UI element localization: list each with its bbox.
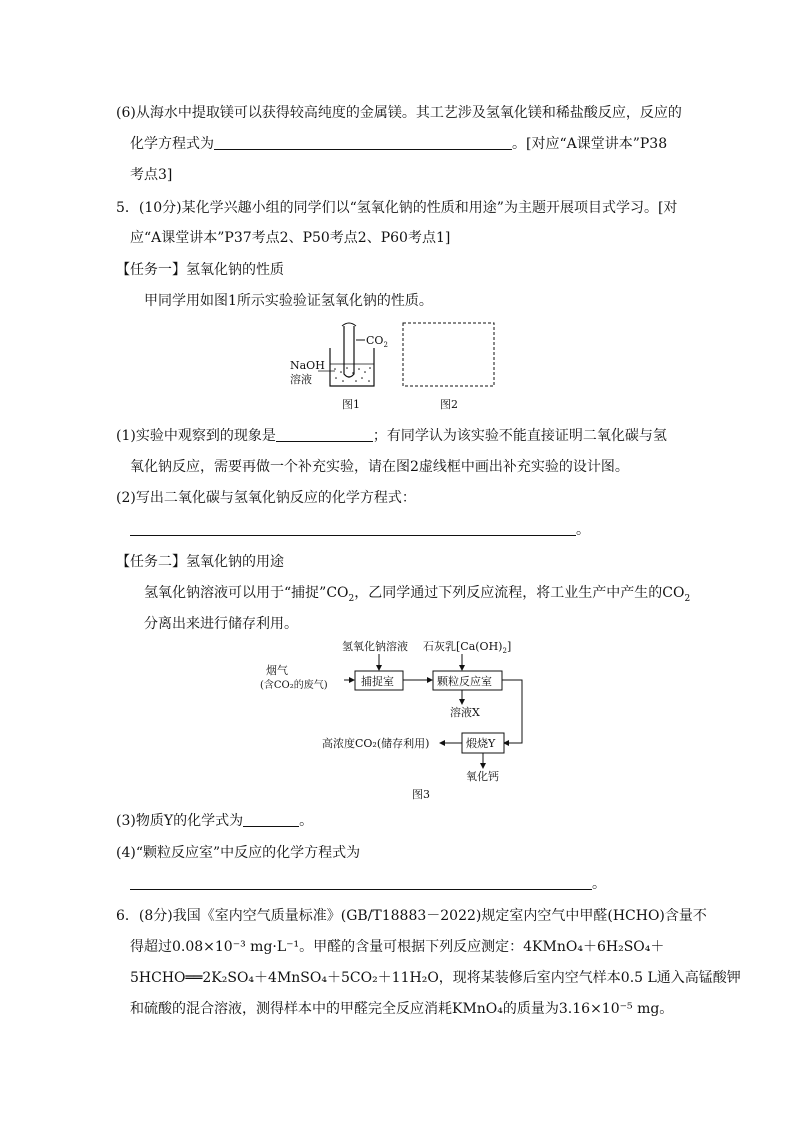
- reagent-naoh: 氢氧化钠溶液: [342, 640, 408, 653]
- task1-title: 【任务一】氢氧化钠的性质: [116, 262, 284, 278]
- figure-2-dashed-box[interactable]: [403, 323, 494, 386]
- q6b-line2: 得超过0.08×10⁻³ mg·L⁻¹。甲醛的含量可根据下列反应测定：4KMnO₄＋6H₂SO₄＋: [130, 939, 665, 955]
- q6-line3: 考点3]: [130, 167, 173, 183]
- task2-line1-b: ，乙同学通过下列反应流程，将工业生产中产生的CO: [354, 585, 685, 601]
- particle-reactor-label: 颗粒反应室: [437, 675, 492, 688]
- sub4-answer-line: [130, 875, 606, 893]
- solution-dots: [334, 367, 371, 382]
- figure-2-caption: 图2: [440, 398, 458, 411]
- sub3-suffix: 。: [299, 813, 314, 829]
- q6-line1: (6)从海水中提取镁可以获得较高纯度的金属镁。其工艺涉及氢氧化镁和稀盐酸反应，反应的: [116, 105, 682, 121]
- q6-line2-suffix: 。[对应“A课堂讲本”P38: [512, 136, 668, 152]
- calcium-oxide-label: 氧化钙: [466, 770, 499, 783]
- figure-1-2: [286, 320, 506, 412]
- flue-gas-note: (含CO₂的废气): [260, 680, 328, 691]
- figure-3-flow: [258, 636, 538, 800]
- answer-blank-sub3[interactable]: [243, 812, 299, 827]
- test-tube: [344, 326, 354, 377]
- test-tube-top: [342, 323, 356, 326]
- answer-blank-sub4[interactable]: [130, 875, 592, 890]
- sub1-line1: [116, 427, 667, 445]
- task2-line2: 分离出来进行储存利用。: [144, 616, 298, 632]
- figure-1-caption: 图1: [342, 398, 360, 411]
- task1-intro: 甲同学用如图1所示实验验证氢氧化钠的性质。: [144, 293, 433, 309]
- sub1-suffix: ；有同学认为该实验不能直接证明二氧化碳与氢: [372, 428, 667, 444]
- naoh-label: NaOH: [290, 359, 325, 372]
- reagent-lime: 石灰乳$[Ca(OH)_2]$: [423, 640, 512, 655]
- calcine-label: 煅烧Y: [466, 737, 496, 750]
- task2-line1-a: 氢氧化钠溶液可以用于“捕捉”CO: [144, 585, 349, 601]
- solution-x-label: 溶液X: [450, 706, 480, 719]
- sub4-line: (4)“颗粒反应室”中反应的化学方程式为: [116, 845, 361, 861]
- q6-line2: [130, 135, 667, 153]
- task2-line1-sub2: 2: [684, 593, 691, 604]
- high-co2-label: 高浓度CO₂(储存利用): [322, 737, 430, 750]
- sub1-line2: 氧化钠反应，需要再做一个补充实验，请在图2虚线框中画出补充实验的设计图。: [130, 459, 629, 475]
- sub3-line: [116, 812, 313, 830]
- answer-blank-sub2[interactable]: [130, 521, 576, 536]
- task2-line1: [144, 584, 690, 602]
- q6b-line1: 6．(8分)我国《室内空气质量标准》(GB/T18883－2022)规定室内空气中甲醛(HCHO)含量不: [116, 908, 707, 924]
- q6b-line3: 5HCHO══2K₂SO₄＋4MnSO₄＋5CO₂＋11H₂O，现将某装修后室内空气样本0.5 L通入高锰酸钾: [130, 970, 741, 986]
- sub4-end-mark: 。: [592, 876, 606, 892]
- task2-line1-sub: 2: [348, 593, 355, 604]
- sub1-prefix: (1)实验中观察到的现象是: [116, 428, 276, 444]
- q6b-line4: 和硫酸的混合溶液，测得样本中的甲醛完全反应消耗KMnO₄的质量为3.16×10⁻⁵ mg。: [130, 1001, 674, 1017]
- sub2-answer-line: [130, 521, 590, 539]
- q6-line2-prefix: 化学方程式为: [130, 136, 214, 152]
- sub2-line: (2)写出二氧化碳与氢氧化钠反应的化学方程式：: [116, 490, 416, 506]
- task2-title: 【任务二】氢氧化钠的用途: [116, 554, 284, 570]
- q5-line2: 应“A课堂讲本”P37考点2、P50考点2、P60考点1]: [130, 230, 451, 246]
- flue-gas-label: 烟气: [266, 664, 288, 677]
- beaker: [330, 348, 374, 386]
- sub3-prefix: (3)物质Y的化学式为: [116, 813, 244, 829]
- arrow-particle-to-calcine: [502, 680, 522, 743]
- sub2-end-mark: 。: [576, 522, 590, 538]
- co2-label: $CO_2$: [366, 334, 388, 349]
- answer-blank-sub1[interactable]: [276, 427, 373, 442]
- answer-blank-q6[interactable]: [214, 135, 512, 150]
- figure-3-caption: 图3: [412, 788, 430, 800]
- solution-label: 溶液: [290, 373, 312, 386]
- q5-line1: 5．(10分)某化学兴趣小组的同学们以“氢氧化钠的性质和用途”为主题开展项目式学习。[对: [116, 200, 678, 216]
- capture-chamber-label: 捕捉室: [361, 675, 394, 688]
